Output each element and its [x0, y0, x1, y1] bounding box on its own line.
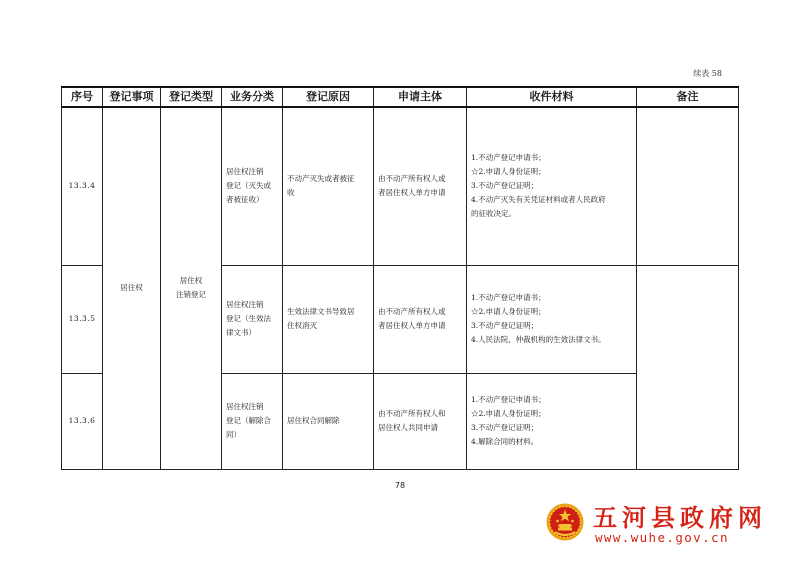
reason-line: 收 — [287, 188, 295, 198]
applicant-cell — [374, 265, 467, 373]
material-item: 4.不动产灭失有关凭证材料或者人民政府 — [471, 195, 606, 205]
seq-cell: 13.3.6 — [62, 373, 103, 469]
header-notes: 备注 — [637, 87, 739, 107]
applicant-line: 居住权人共同申请 — [378, 423, 438, 432]
business-line: 同） — [226, 430, 241, 439]
business-line: 居住权注销 — [226, 167, 264, 177]
reason-cell — [283, 373, 374, 469]
business-line: 居住权注销 — [226, 300, 264, 309]
reason-line: 居住权合同解除 — [287, 416, 340, 425]
national-emblem-icon — [545, 502, 585, 542]
business-line: 登记（灭失或 — [226, 181, 271, 191]
header-reason: 登记原因 — [283, 87, 374, 107]
business-line: 登记（生效法 — [226, 314, 271, 323]
header-applicant: 申请主体 — [374, 87, 467, 107]
material-item: 3.不动产登记证明； — [471, 181, 539, 191]
material-item: ☆2.申请人身份证明； — [471, 167, 546, 177]
applicant-line: 者居住权人单方申请 — [378, 188, 446, 198]
table-row — [62, 107, 739, 265]
header-business: 业务分类 — [222, 87, 283, 107]
site-watermark[interactable] — [541, 498, 786, 548]
header-row — [62, 87, 739, 107]
business-line: 者被征收） — [226, 195, 264, 205]
materials-cell — [467, 265, 637, 373]
material-item: ☆2.申请人身份证明； — [471, 307, 546, 316]
registration-table — [61, 86, 739, 470]
seq-cell: 13.3.5 — [62, 265, 103, 373]
site-name: 五河县政府网 — [593, 504, 767, 532]
continuation-label: 续表 58 — [693, 69, 722, 78]
business-cell — [222, 373, 283, 469]
materials-cell — [467, 373, 637, 469]
reason-line: 不动产灭失或者被征 — [287, 174, 355, 184]
seq-cell: 13.3.4 — [62, 107, 103, 265]
applicant-line: 由不动产所有权人或 — [378, 174, 446, 184]
applicant-cell — [374, 373, 467, 469]
reason-line: 住权消灭 — [287, 321, 317, 330]
note-cell — [637, 107, 739, 265]
registration-item-cell: 居住权 — [103, 107, 161, 469]
business-cell — [222, 265, 283, 373]
registration-type-line: 居住权 — [179, 276, 203, 286]
material-item: 3.不动产登记证明； — [471, 423, 539, 432]
registration-type-cell — [161, 107, 222, 469]
applicant-line: 者居住权人单方申请 — [378, 321, 446, 330]
reason-line: 生效法律文书导致居 — [287, 307, 355, 316]
header-seq: 序号 — [62, 87, 103, 107]
material-item: 1.不动产登记申请书； — [471, 293, 546, 302]
material-item: 1.不动产登记申请书； — [471, 395, 546, 404]
applicant-line: 由不动产所有权人和 — [378, 409, 446, 418]
business-cell — [222, 107, 283, 265]
header-item: 登记事项 — [103, 87, 161, 107]
header-type: 登记类型 — [161, 87, 222, 107]
applicant-cell — [374, 107, 467, 265]
business-line: 律文书） — [226, 328, 256, 337]
material-item: ☆2.申请人身份证明； — [471, 409, 546, 418]
material-item: 3.不动产登记证明； — [471, 321, 539, 330]
applicant-line: 由不动产所有权人或 — [378, 307, 446, 316]
reason-cell — [283, 265, 374, 373]
materials-cell — [467, 107, 637, 265]
site-url[interactable]: www.wuhe.gov.cn — [595, 530, 729, 545]
header-materials: 收件材料 — [467, 87, 637, 107]
material-item: 4.人民法院、仲裁机构的生效法律文书。 — [471, 335, 606, 344]
note-cell — [637, 265, 739, 469]
page-number: 78 — [394, 481, 406, 490]
business-line: 登记（解除合 — [226, 416, 271, 425]
material-item: 1.不动产登记申请书； — [471, 153, 546, 163]
material-item: 的征收决定。 — [471, 209, 516, 219]
reason-cell — [283, 107, 374, 265]
registration-type-line: 注销登记 — [176, 290, 206, 300]
business-line: 居住权注销 — [226, 402, 264, 411]
material-item: 4.解除合同的材料。 — [471, 437, 539, 446]
